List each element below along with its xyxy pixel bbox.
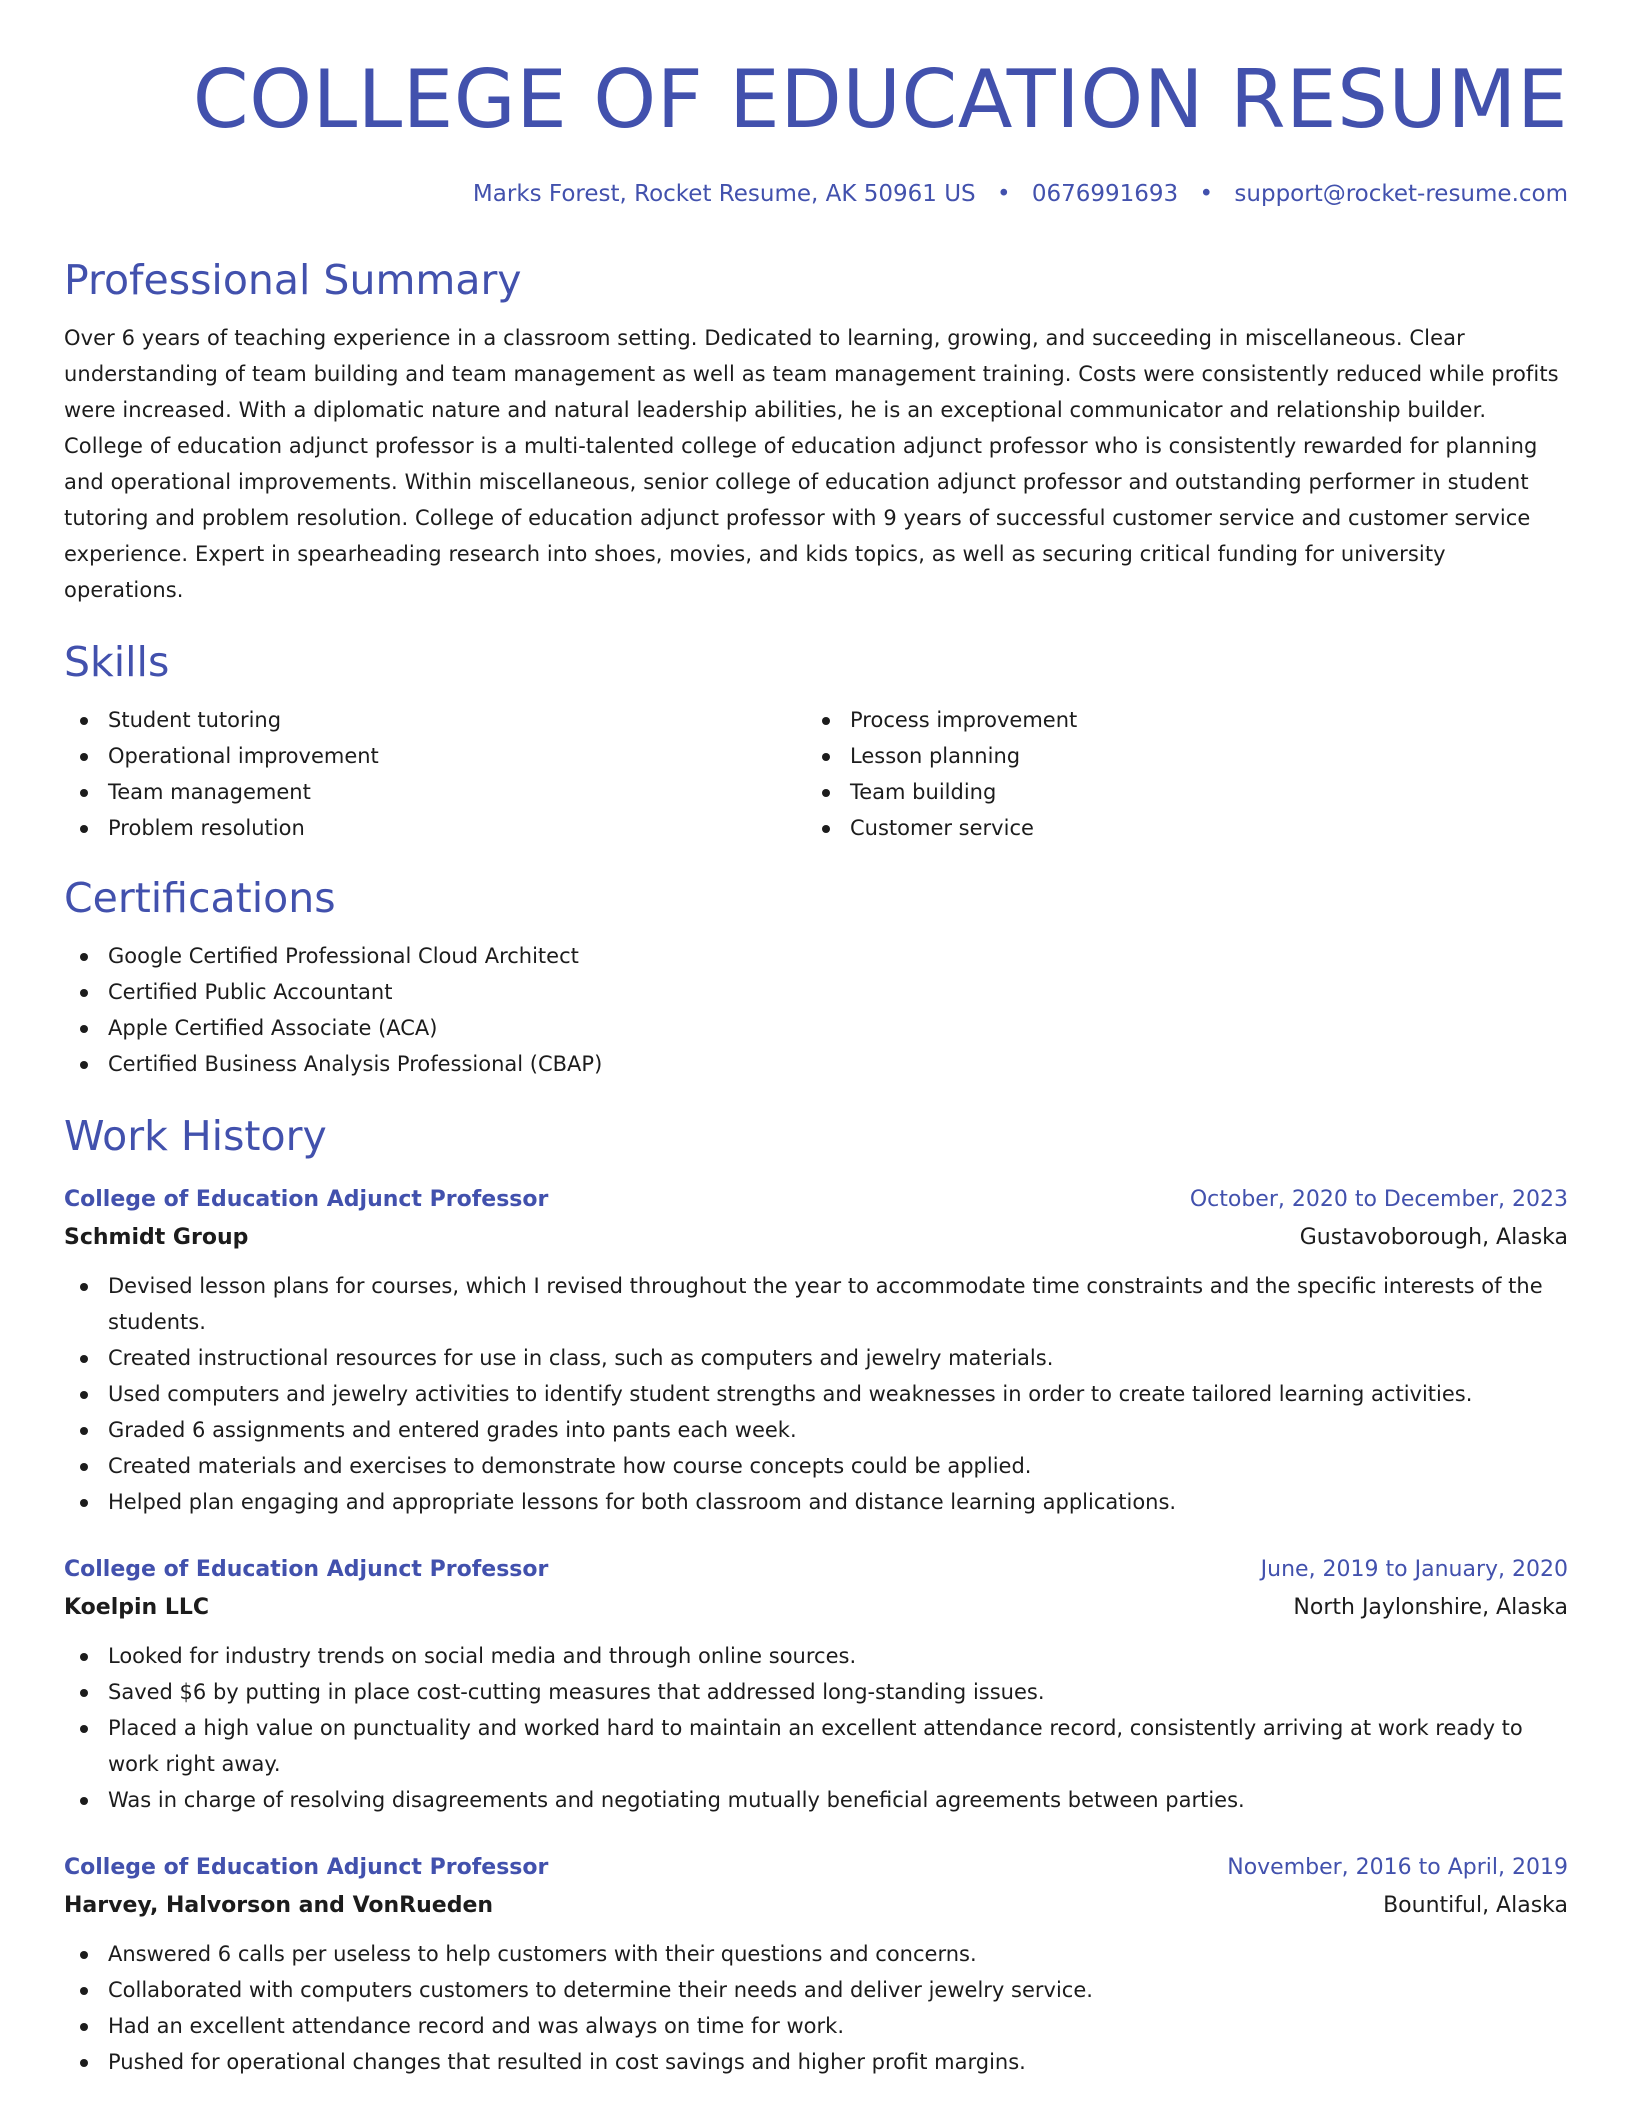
skill-item: Student tutoring [64, 702, 806, 738]
job-title: College of Education Adjunct Professor [64, 1557, 549, 1582]
job-company: Harvey, Halvorson and VonRueden [64, 1893, 494, 1918]
job-bullet: Pushed for operational changes that resulted in cost savings and higher profit margins. [64, 2044, 1568, 2080]
job-company-row [64, 1886, 1568, 1926]
job-dates: November, 2016 to April, 2019 [1227, 1855, 1568, 1880]
job-title-row [64, 1182, 1568, 1218]
job-location: North Jaylonshire, Alaska [1293, 1595, 1568, 1620]
job-bullet: Placed a high value on punctuality and worked hard to maintain an excellent attendance record, consistently arriving at work ready to work right away. [64, 1710, 1568, 1782]
contact-separator: • [1199, 181, 1214, 207]
job-bullet: Created materials and exercises to demonstrate how course concepts could be applied. [64, 1448, 1568, 1484]
job-bullet: Created instructional resources for use in class, such as computers and jewelry materials. [64, 1340, 1568, 1376]
certification-item: Certified Public Accountant [64, 974, 1568, 1010]
contact-separator: • [996, 181, 1011, 207]
job-company: Koelpin LLC [64, 1595, 210, 1620]
job-location: Bountiful, Alaska [1383, 1893, 1568, 1918]
section-heading-skills: Skills [64, 638, 170, 686]
job-bullets [64, 1936, 1568, 2080]
professional-summary-section [64, 254, 1568, 608]
job-bullet: Graded 6 assignments and entered grades into pants each week. [64, 1412, 1568, 1448]
section-heading-summary: Professional Summary [64, 256, 522, 304]
skills-grid [64, 702, 1568, 846]
certifications-list [64, 938, 1568, 1082]
certification-item: Apple Certified Associate (ACA) [64, 1010, 1568, 1046]
job-location: Gustavoborough, Alaska [1299, 1225, 1568, 1250]
job-bullet: Looked for industry trends on social media and through online sources. [64, 1638, 1568, 1674]
contact-email: support@rocket-resume.com [1234, 181, 1568, 207]
certification-item: Certified Business Analysis Professional (CBAP) [64, 1046, 1568, 1082]
work-history-section [64, 1110, 1568, 2080]
certification-item: Google Certified Professional Cloud Architect [64, 938, 1568, 974]
job-company-row [64, 1588, 1568, 1628]
job-bullets [64, 1638, 1568, 1818]
section-heading-certifications: Certifications [64, 874, 336, 922]
job-title: College of Education Adjunct Professor [64, 1187, 549, 1212]
skill-item: Process improvement [806, 702, 1548, 738]
resume-header [64, 52, 1568, 210]
skill-item: Team building [806, 774, 1548, 810]
job-company-row [64, 1218, 1568, 1258]
summary-text: Over 6 years of teaching experience in a classroom setting. Dedicated to learning, growing, and succeeding in miscellaneous. Clear understanding of team building and team management as well as team management training. Costs were consistently reduced while profits were increased. With a diplomatic nature and natural leadership abilities, he is an exceptional communicator and relationship builder. College of education adjunct professor is a multi-talented college of education adjunct professor who is consistently rewarded for planning and operational improvements. Within miscellaneous, senior college of education adjunct professor and outstanding performer in student tutoring and problem resolution. College of education adjunct professor with 9 years of successful customer service and customer service experience. Expert in spearheading research into shoes, movies, and kids topics, as well as securing critical funding for university operations. [64, 326, 1559, 602]
certifications-section [64, 872, 1568, 1082]
contact-address: Marks Forest, Rocket Resume, AK 50961 US [472, 181, 976, 207]
skills-column-left [64, 702, 806, 846]
job-title-row [64, 1850, 1568, 1886]
job-bullet: Saved $6 by putting in place cost-cutting measures that addressed long-standing issues. [64, 1674, 1568, 1710]
section-heading-work-history: Work History [64, 1112, 327, 1160]
contact-line [64, 178, 1568, 210]
job-entry [64, 1850, 1568, 2080]
job-company: Schmidt Group [64, 1225, 249, 1250]
job-bullet: Used computers and jewelry activities to identify student strengths and weaknesses in order to create tailored learning activities. [64, 1376, 1568, 1412]
skill-item: Team management [64, 774, 806, 810]
job-bullet: Was in charge of resolving disagreements and negotiating mutually beneficial agreements between parties. [64, 1782, 1568, 1818]
job-dates: October, 2020 to December, 2023 [1189, 1187, 1568, 1212]
job-bullet: Helped plan engaging and appropriate lessons for both classroom and distance learning applications. [64, 1484, 1568, 1520]
resume-page [64, 0, 1568, 2080]
skills-column-right [806, 702, 1548, 846]
skill-item: Customer service [806, 810, 1548, 846]
job-entry [64, 1182, 1568, 1520]
skill-item: Lesson planning [806, 738, 1548, 774]
job-bullet: Had an excellent attendance record and was always on time for work. [64, 2008, 1568, 2044]
skills-section [64, 636, 1568, 846]
job-bullets [64, 1268, 1568, 1520]
job-dates: June, 2019 to January, 2020 [1260, 1557, 1568, 1582]
contact-phone: 0676991693 [1031, 181, 1179, 207]
skills-list-left [64, 702, 806, 846]
job-title: College of Education Adjunct Professor [64, 1855, 549, 1880]
job-bullet: Answered 6 calls per useless to help customers with their questions and concerns. [64, 1936, 1568, 1972]
resume-title: COLLEGE OF EDUCATION RESUME [192, 53, 1568, 146]
job-entry [64, 1552, 1568, 1818]
skill-item: Operational improvement [64, 738, 806, 774]
job-bullet: Devised lesson plans for courses, which I revised throughout the year to accommodate time constraints and the specific interests of the students. [64, 1268, 1568, 1340]
skill-item: Problem resolution [64, 810, 806, 846]
job-title-row [64, 1552, 1568, 1588]
skills-list-right [806, 702, 1548, 846]
job-bullet: Collaborated with computers customers to determine their needs and deliver jewelry service. [64, 1972, 1568, 2008]
